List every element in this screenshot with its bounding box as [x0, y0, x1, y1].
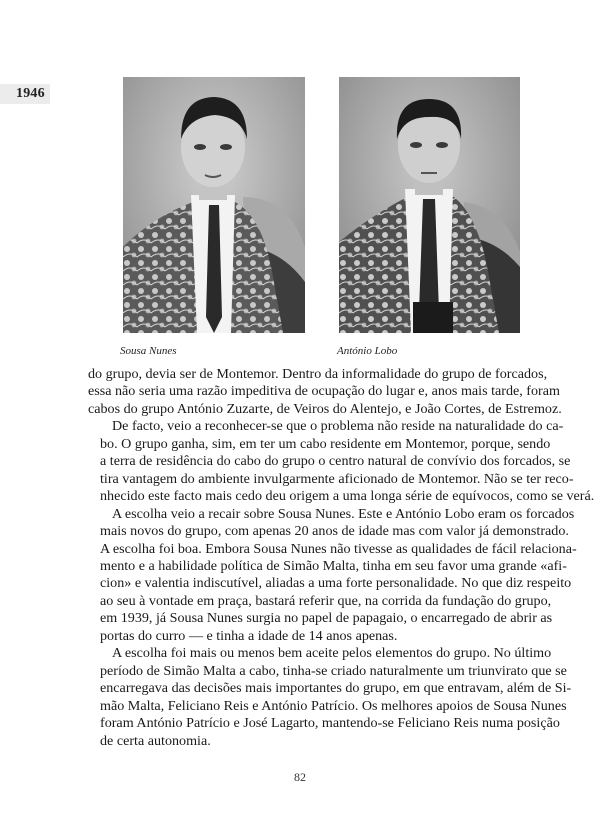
text-line: em 1939, já Sousa Nunes surgia no papel de papagaio, o encarregado de abrir as [100, 610, 553, 627]
paragraph [88, 645, 572, 750]
text-line: essa não seria uma razão impeditiva de ocupação do lugar e, anos mais tarde, foram [88, 383, 560, 400]
text-line: De facto, veio a reconhecer-se que o problema não reside na naturalidade do ca- [112, 418, 564, 435]
photo-antonio-lobo [339, 77, 520, 333]
paragraph [88, 366, 562, 418]
page-number: 82 [294, 770, 306, 784]
text-line: A escolha veio a recair sobre Sousa Nunes. Este e António Lobo eram os forcados [112, 505, 575, 522]
year-marker: 1946 [16, 86, 45, 101]
text-line: mão Malta, Feliciano Reis e António Patrício. Os melhores apoios de Sousa Nunes [100, 697, 567, 714]
text-line: nhecido este facto mais cedo deu origem a uma longa série de equívocos, como se verá. [100, 488, 595, 505]
text-line: de certa autonomia. [100, 732, 211, 749]
text-line: A escolha foi mais ou menos bem aceite pelos elementos do grupo. No último [112, 645, 552, 662]
text-line: mento e a habilidade política de Simão Malta, tinha em seu favor uma grande «afi- [100, 557, 567, 574]
text-line: tira vantagem do ambiente invulgarmente aficionado de Montemor. Não se ter reco- [100, 470, 574, 487]
text-line: do grupo, devia ser de Montemor. Dentro da informalidade do grupo de forcados, [88, 366, 548, 382]
text-line: foram António Patrício e José Lagarto, mantendo-se Feliciano Reis numa posição [100, 715, 560, 732]
body-text [88, 366, 595, 750]
text-line: bo. O grupo ganha, sim, em ter um cabo residente em Montemor, porque, sendo [100, 435, 551, 452]
photo-sousa-nunes [123, 77, 305, 333]
text-line: a terra de residência do cabo do grupo o centro natural de convívio dos forcados, se [100, 453, 571, 470]
portrait-photo-icon [123, 77, 305, 333]
text-line: encarregava das decisões mais importantes do grupo, em que entravam, além de Si- [100, 680, 572, 697]
text-line: portas do curro — e tinha a idade de 14 anos apenas. [100, 627, 398, 644]
photo-caption: Sousa Nunes [120, 345, 177, 357]
text-line: cion» e valentia indiscutível, aliadas a uma forte personalidade. No que diz respeito [100, 575, 572, 592]
text-line: ao seu à vontade em praça, bastará referir que, na corrida da fundação do grupo, [100, 592, 552, 609]
paragraph [88, 505, 577, 646]
text-line: A escolha foi boa. Embora Sousa Nunes não tivesse as qualidades de fácil relaciona- [100, 540, 577, 557]
portrait-photo-icon [339, 77, 520, 333]
photo-caption: António Lobo [337, 345, 398, 357]
text-line: período de Simão Malta a cabo, tinha-se criado naturalmente um triunvirato que se [100, 662, 567, 679]
text-line: mais novos do grupo, com apenas 20 anos de idade mas com valor já demonstrado. [100, 523, 569, 540]
paragraph [88, 418, 595, 505]
text-line: cabos do grupo António Zuzarte, de Veiros do Alentejo, e João Cortes, de Estremoz. [88, 400, 562, 417]
